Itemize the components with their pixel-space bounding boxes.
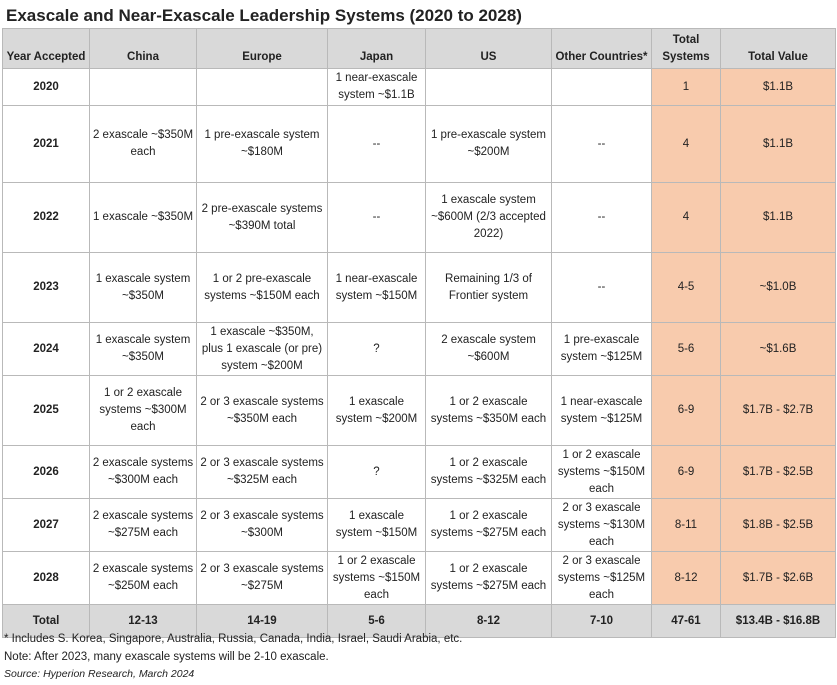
col-header-europe: Europe [197,29,328,69]
header-row [3,29,836,69]
china-cell: 1 exascale ~$350M [90,183,197,253]
total-china: 12-13 [90,605,197,638]
japan-cell: ? [328,323,426,376]
total-us: 8-12 [426,605,552,638]
year-cell: 2020 [3,69,90,106]
other-countries-cell: 1 or 2 exascale systems ~$150M each [552,446,652,499]
total-systems-cell: 8-11 [652,499,721,552]
total-label: Total [3,605,90,638]
year-cell: 2027 [3,499,90,552]
us-cell: 1 exascale system ~$600M (2/3 accepted 2022) [426,183,552,253]
other-countries-cell: -- [552,183,652,253]
china-cell: 2 exascale systems ~$250M each [90,552,197,605]
col-header-year: Year Accepted [3,29,90,69]
col-header-china: China [90,29,197,69]
china-cell: 2 exascale ~$350M each [90,106,197,183]
col-header-total-systems [652,29,721,69]
other-countries-cell: -- [552,106,652,183]
china-cell: 2 exascale systems ~$300M each [90,446,197,499]
year-cell: 2024 [3,323,90,376]
col-header-total-systems-line2: Systems [662,51,710,63]
other-countries-cell [552,69,652,106]
japan-cell: 1 or 2 exascale systems ~$150M each [328,552,426,605]
table-row [3,69,836,106]
total-systems-cell: 4 [652,183,721,253]
total-value-cell: $1.7B - $2.6B [721,552,836,605]
us-cell: 1 or 2 exascale systems ~$350M each [426,376,552,446]
china-cell [90,69,197,106]
us-cell: 1 or 2 exascale systems ~$275M each [426,552,552,605]
total-value-cell: ~$1.6B [721,323,836,376]
other-countries-cell: 2 or 3 exascale systems ~$130M each [552,499,652,552]
table-row [3,552,836,605]
us-cell: 2 exascale system ~$600M [426,323,552,376]
europe-cell: 2 or 3 exascale systems ~$300M [197,499,328,552]
japan-cell: 1 exascale system ~$200M [328,376,426,446]
japan-cell: -- [328,106,426,183]
year-cell: 2021 [3,106,90,183]
total-europe: 14-19 [197,605,328,638]
china-cell: 2 exascale systems ~$275M each [90,499,197,552]
japan-cell: 1 exascale system ~$150M [328,499,426,552]
europe-cell: 2 pre-exascale systems ~$390M total [197,183,328,253]
europe-cell: 2 or 3 exascale systems ~$350M each [197,376,328,446]
note: Note: After 2023, many exascale systems will be 2-10 exascale. [4,650,329,663]
japan-cell: 1 near-exascale system ~$150M [328,253,426,323]
other-countries-cell: 1 pre-exascale system ~$125M [552,323,652,376]
total-value-cell: $1.1B [721,106,836,183]
total-value-cell: ~$1.0B [721,253,836,323]
source: Source: Hyperion Research, March 2024 [4,668,195,680]
total-value-cell: $1.1B [721,69,836,106]
other-countries-cell: -- [552,253,652,323]
japan-cell: ? [328,446,426,499]
us-cell: Remaining 1/3 of Frontier system [426,253,552,323]
japan-cell: 1 near-exascale system ~$1.1B [328,69,426,106]
us-cell: 1 pre-exascale system ~$200M [426,106,552,183]
table-row [3,183,836,253]
total-systems-cell: 5-6 [652,323,721,376]
europe-cell [197,69,328,106]
china-cell: 1 exascale system ~$350M [90,323,197,376]
table-body [3,69,836,605]
europe-cell: 1 pre-exascale system ~$180M [197,106,328,183]
total-systems-cell: 6-9 [652,446,721,499]
table-title: Exascale and Near-Exascale Leadership Systems (2020 to 2028) [6,6,522,25]
notes [4,631,824,684]
table-row [3,323,836,376]
total-systems: 47-61 [652,605,721,638]
year-cell: 2023 [3,253,90,323]
total-systems-cell: 4-5 [652,253,721,323]
us-cell [426,69,552,106]
total-other: 7-10 [552,605,652,638]
total-systems-cell: 4 [652,106,721,183]
europe-cell: 2 or 3 exascale systems ~$275M [197,552,328,605]
table-row [3,253,836,323]
footnote: * Includes S. Korea, Singapore, Australia, Russia, Canada, India, Israel, Saudi Arabia, etc. [4,633,463,645]
year-cell: 2025 [3,376,90,446]
year-cell: 2022 [3,183,90,253]
col-header-japan: Japan [328,29,426,69]
table-row [3,376,836,446]
year-cell: 2028 [3,552,90,605]
total-value-cell: $1.7B - $2.7B [721,376,836,446]
europe-cell: 1 exascale ~$350M, plus 1 exascale (or pre) system ~$200M [197,323,328,376]
total-systems-cell: 6-9 [652,376,721,446]
col-header-total-systems-line1: Total [672,34,700,46]
leadership-systems-table [2,28,836,638]
other-countries-cell: 1 near-exascale system ~$125M [552,376,652,446]
total-systems-cell: 1 [652,69,721,106]
table-row [3,446,836,499]
total-value-cell: $1.8B - $2.5B [721,499,836,552]
col-header-us: US [426,29,552,69]
japan-cell: -- [328,183,426,253]
china-cell: 1 exascale system ~$350M [90,253,197,323]
total-japan: 5-6 [328,605,426,638]
col-header-other-countries: Other Countries* [552,29,652,69]
china-cell: 1 or 2 exascale systems ~$300M each [90,376,197,446]
year-cell: 2026 [3,446,90,499]
total-value: $13.4B - $16.8B [721,605,836,638]
other-countries-cell: 2 or 3 exascale systems ~$125M each [552,552,652,605]
us-cell: 1 or 2 exascale systems ~$275M each [426,499,552,552]
table-row [3,499,836,552]
europe-cell: 1 or 2 pre-exascale systems ~$150M each [197,253,328,323]
europe-cell: 2 or 3 exascale systems ~$325M each [197,446,328,499]
us-cell: 1 or 2 exascale systems ~$325M each [426,446,552,499]
col-header-total-value: Total Value [721,29,836,69]
total-value-cell: $1.7B - $2.5B [721,446,836,499]
total-systems-cell: 8-12 [652,552,721,605]
table-row [3,106,836,183]
total-value-cell: $1.1B [721,183,836,253]
